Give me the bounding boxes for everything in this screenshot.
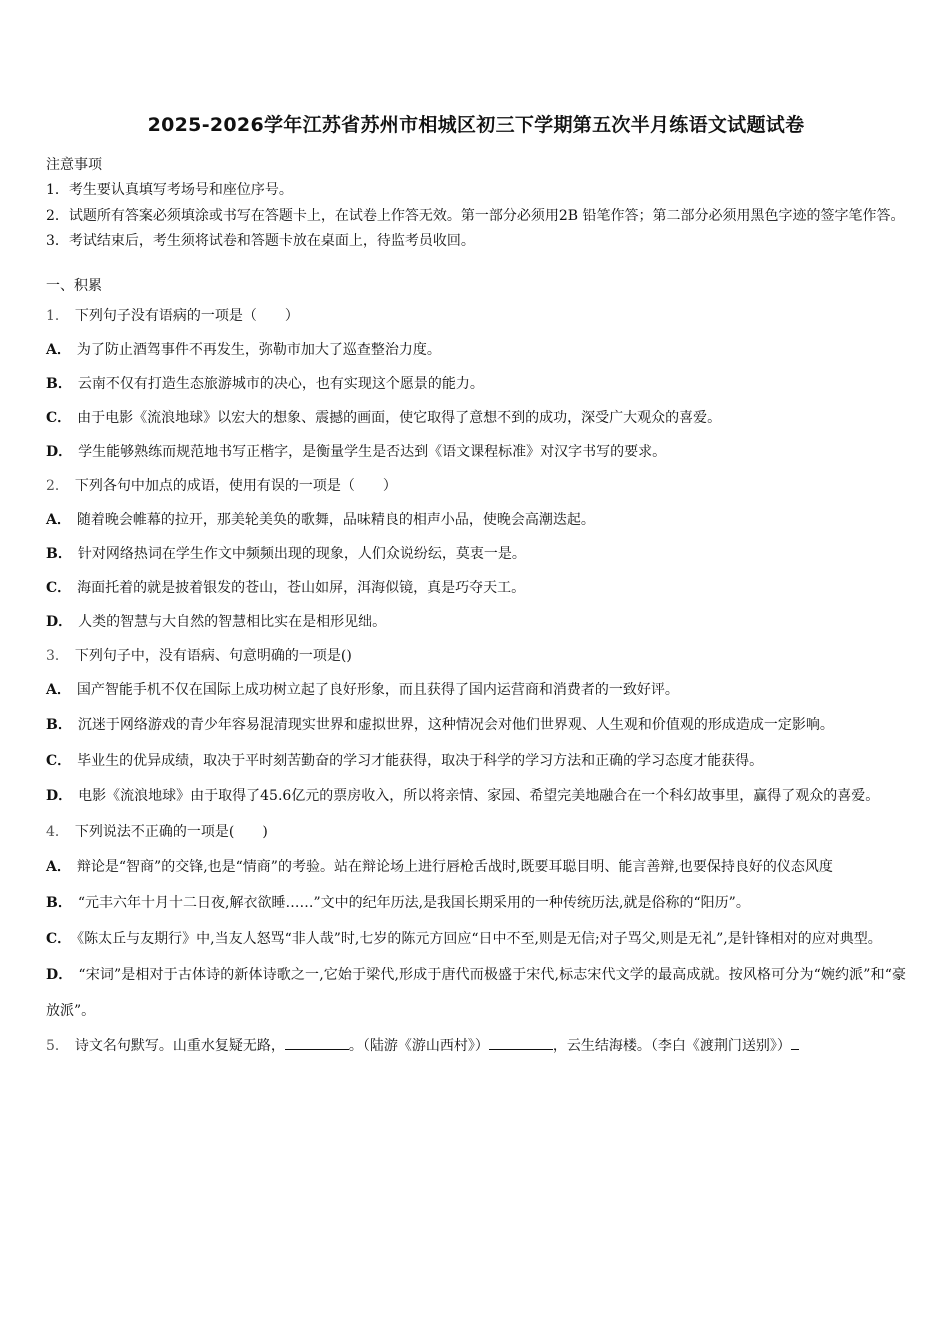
notice-heading: 注意事项 <box>46 157 102 173</box>
section-heading: 一、积累 <box>46 278 102 294</box>
question-number: 5． <box>46 1038 69 1054</box>
question-stem <box>46 815 906 849</box>
question-stem <box>46 469 906 503</box>
option-a: A． 为了防止酒驾事件不再发生，弥勒市加大了巡查整治力度。 <box>46 342 441 358</box>
option-d: D． “宋词”是相对于古体诗的新体诗歌之一,它始于梁代,形成于唐代而极盛于宋代,标志宋代文学的最高成就。按风格可分为“婉约派”和“豪放派”。 <box>46 967 907 1019</box>
q5-text-3: ，云生结海楼。（李白《渡荆门送别》） <box>552 1038 791 1054</box>
option-c: C． 《陈太丘与友期行》中,当友人怒骂“非人哉”时,七岁的陈元方回应“日中不至,则是无信;对子骂父,则是无礼”,是针锋相对的应对典型。 <box>46 931 882 947</box>
option-b: B． 沉迷于网络游戏的青少年容易混清现实世界和虚拟世界，这种情况会对他们世界观、人生观和价值观的形成造成一定影响。 <box>46 717 834 733</box>
answer-blank-2[interactable] <box>489 1035 553 1050</box>
option-d: D． 学生能够熟练而规范地书写正楷字，是衡量学生是否达到《语文课程标准》对汉字书写的要求。 <box>46 444 667 460</box>
question-text: 下列句子中，没有语病、句意明确的一项是() <box>74 648 352 664</box>
question-3 <box>46 639 906 815</box>
question-text: 下列说法不正确的一项是( ) <box>74 824 268 840</box>
question-number: 4． <box>46 824 69 840</box>
question-number: 3． <box>46 648 69 664</box>
notice-block <box>46 153 906 254</box>
question-stem <box>46 299 906 333</box>
notice-item-1: 1．考生要认真填写考场号和座位序号。 <box>46 182 293 198</box>
notice-item-2: 2．试题所有答案必须填涂或书写在答题卡上，在试卷上作答无效。第一部分必须用2B 铅笔作答；第二部分必须用黑色字迹的签字笔作答。 <box>46 208 905 224</box>
q5-text-2: 。（陆游《游山西村》） <box>348 1038 489 1054</box>
option-c: C． 由于电影《流浪地球》以宏大的想象、震撼的画面，使它取得了意想不到的成功，深受广大观众的喜爱。 <box>46 410 722 426</box>
question-5 <box>46 1029 906 1063</box>
question-2 <box>46 469 906 639</box>
option-a: A． 辩论是“智商”的交锋,也是“情商”的考验。站在辩论场上进行唇枪舌战时,既要耳聪目明、能言善辩,也要保持良好的仪态风度 <box>46 859 833 875</box>
question-number: 1． <box>46 308 69 324</box>
option-b: B． 针对网络热词在学生作文中频频出现的现象，人们众说纷纭，莫衷一是。 <box>46 546 526 562</box>
option-c: C． 海面托着的就是披着银发的苍山，苍山如屏，洱海似镜，真是巧夺天工。 <box>46 580 526 596</box>
notice-item-3: 3．考试结束后，考生须将试卷和答题卡放在桌面上，待监考员收回。 <box>46 233 475 249</box>
option-b: B． 云南不仅有打造生态旅游城市的决心，也有实现这个愿景的能力。 <box>46 376 484 392</box>
question-number: 2． <box>46 478 69 494</box>
option-a: A． 随着晚会帷幕的拉开，那美轮美奂的歌舞，品味精良的相声小品，使晚会高潮迭起。 <box>46 512 595 528</box>
option-c: C． 毕业生的优异成绩，取决于平时刻苦勤奋的学习才能获得，取决于科学的学习方法和正确的学习态度才能获得。 <box>46 753 764 769</box>
question-1 <box>46 299 906 469</box>
answer-blank-1[interactable] <box>285 1035 349 1050</box>
question-stem <box>46 639 906 673</box>
question-text: 下列句子没有语病的一项是（ ） <box>74 308 299 324</box>
exam-page <box>46 110 906 1063</box>
option-d: D． 电影《流浪地球》由于取得了45.6亿元的票房收入，所以将亲情、家园、希望完美地融合在一个科幻故事里，赢得了观众的喜爱。 <box>46 788 880 804</box>
question-text: 下列各句中加点的成语，使用有误的一项是（ ） <box>74 478 397 494</box>
option-a: A． 国产智能手机不仅在国际上成功树立起了良好形象，而且获得了国内运营商和消费者的一致好评。 <box>46 682 679 698</box>
q5-text-1: 诗文名句默写。山重水复疑无路， <box>74 1038 285 1054</box>
exam-title: 2025-2026学年江苏省苏州市相城区初三下学期第五次半月练语文试题试卷 <box>147 114 805 136</box>
option-d: D． 人类的智慧与大自然的智慧相比实在是相形见绌。 <box>46 614 387 630</box>
answer-blank-3[interactable] <box>791 1035 799 1050</box>
question-4 <box>46 815 906 1029</box>
option-b: B． “元丰六年十月十二日夜,解衣欲睡……”文中的纪年历法,是我国长期采用的一种传统历法,就是俗称的“阳历”。 <box>46 895 750 911</box>
